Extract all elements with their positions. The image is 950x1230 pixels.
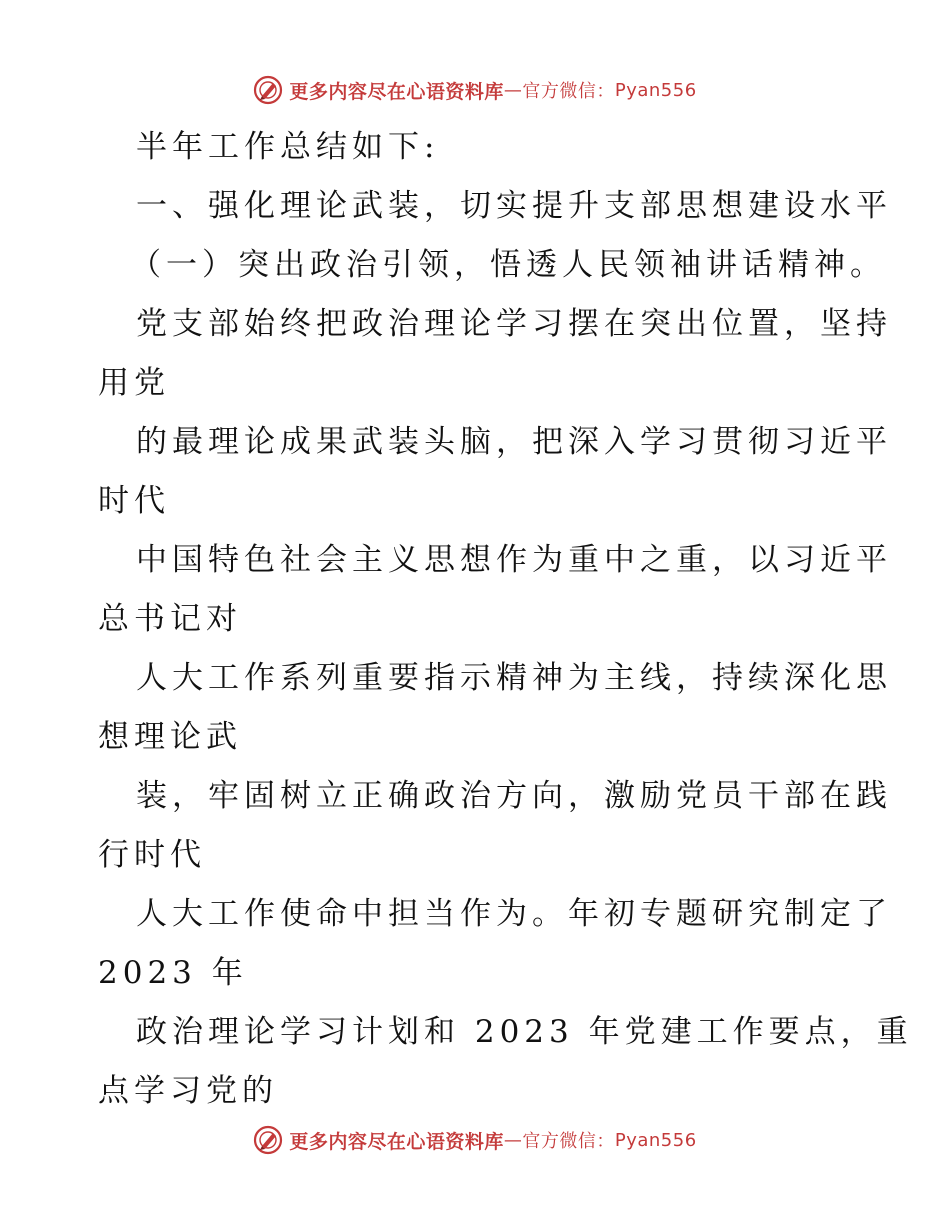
paragraph-line: 装，牢固树立正确政治方向，激励党员干部在践	[136, 778, 892, 814]
watermark-official-label: 官方微信：	[522, 1131, 615, 1152]
paragraph-line: 2023 年	[98, 955, 248, 991]
paragraph-line: 用党	[98, 365, 170, 401]
footer-watermark	[0, 1122, 950, 1158]
watermark-main-text: 更多内容尽在心语资料库	[289, 80, 504, 103]
paragraph-line: 政治理论学习计划和 2023 年党建工作要点，重	[136, 1014, 913, 1050]
paragraph-line: 行时代	[98, 837, 206, 873]
pen-logo-icon	[253, 75, 283, 105]
paragraph-line: 点学习党的	[98, 1073, 278, 1109]
watermark-wechat-id: Pyan556	[614, 1129, 697, 1151]
pen-logo-icon	[253, 1125, 283, 1155]
watermark-main-text: 更多内容尽在心语资料库	[289, 1130, 504, 1153]
paragraph-line: 时代	[98, 483, 170, 519]
watermark-official-label: 官方微信：	[522, 81, 615, 102]
watermark-dash: —	[503, 1129, 523, 1151]
summary-intro: 半年工作总结如下:	[136, 129, 440, 165]
watermark-dash: —	[503, 79, 523, 101]
paragraph-line: 想理论武	[98, 719, 242, 755]
subsection-heading-1: （一）突出政治引领，悟透人民领袖讲话精神。	[130, 247, 886, 283]
paragraph-line: 中国特色社会主义思想作为重中之重，以习近平	[136, 542, 892, 578]
paragraph-line: 人大工作系列重要指示精神为主线，持续深化思	[136, 660, 892, 696]
watermark-wechat-id: Pyan556	[614, 79, 697, 101]
paragraph-line: 总书记对	[98, 601, 242, 637]
paragraph-line: 的最理论成果武装头脑，把深入学习贯彻习近平	[136, 424, 892, 460]
section-heading-1: 一、强化理论武装，切实提升支部思想建设水平	[136, 188, 892, 224]
paragraph-line: 党支部始终把政治理论学习摆在突出位置，坚持	[136, 306, 892, 342]
paragraph-line: 人大工作使命中担当作为。年初专题研究制定了	[136, 896, 892, 932]
header-watermark	[0, 72, 950, 108]
